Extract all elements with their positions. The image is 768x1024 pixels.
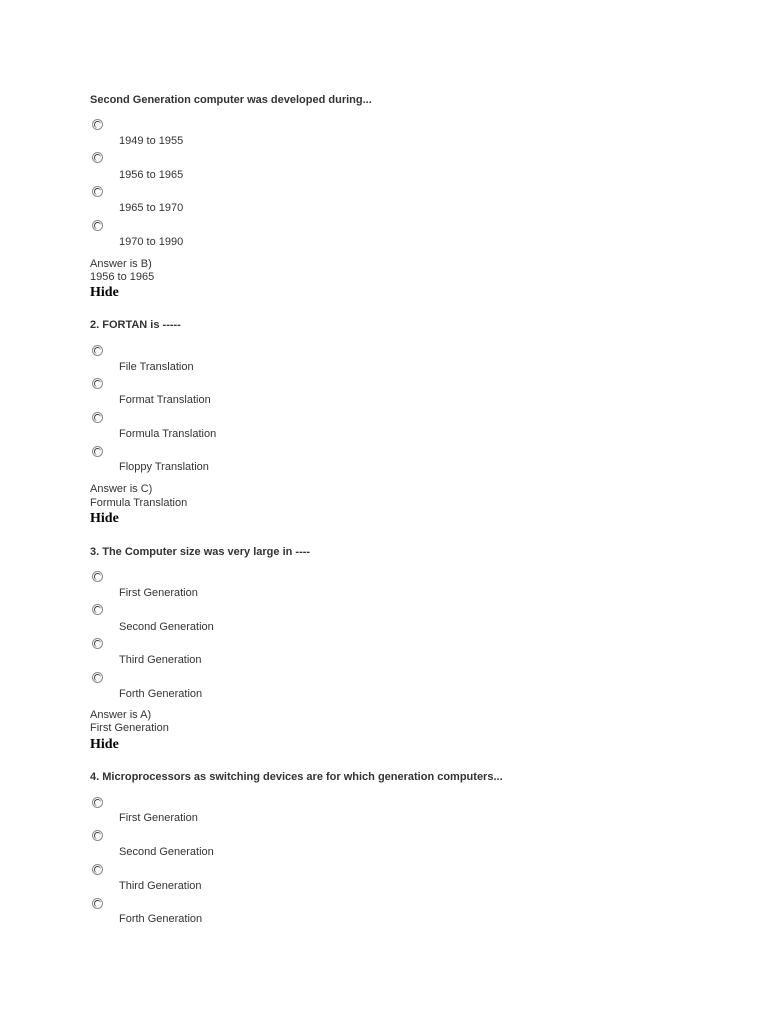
question-4-option-c-label[interactable]: Third Generation — [119, 880, 202, 892]
question-2-answer-value: Formula Translation — [90, 497, 188, 509]
question-3-option-d-label[interactable]: Forth Generation — [119, 688, 203, 700]
question-1-option-a-label[interactable]: 1949 to 1955 — [119, 135, 184, 147]
question-3-answer-text: Answer is A) — [90, 709, 152, 721]
question-2-option-a-label[interactable]: File Translation — [119, 361, 194, 373]
question-1-option-c-radio[interactable] — [92, 186, 103, 197]
question-2-title: 2. FORTAN is ----- — [90, 319, 181, 331]
question-4-option-a-label[interactable]: First Generation — [119, 812, 198, 824]
question-4-option-b-label[interactable]: Second Generation — [119, 846, 214, 858]
question-3-answer-value: First Generation — [90, 722, 169, 734]
question-1-option-c-label[interactable]: 1965 to 1970 — [119, 202, 184, 214]
question-4-option-d-label[interactable]: Forth Generation — [119, 913, 203, 925]
question-3-option-c-radio[interactable] — [92, 638, 103, 649]
question-1-option-d-label[interactable]: 1970 to 1990 — [119, 236, 184, 248]
question-1-hide-link[interactable]: Hide — [90, 285, 119, 300]
question-3-title: 3. The Computer size was very large in ---- — [90, 546, 311, 558]
question-3-option-a-radio[interactable] — [92, 571, 103, 582]
question-2-option-d-label[interactable]: Floppy Translation — [119, 461, 209, 473]
question-2-option-b-label[interactable]: Format Translation — [119, 394, 211, 406]
question-2-answer-text: Answer is C) — [90, 483, 153, 495]
question-1-title: Second Generation computer was developed during... — [90, 94, 372, 106]
question-2-option-a-radio[interactable] — [92, 345, 103, 356]
question-2-hide-link[interactable]: Hide — [90, 511, 119, 526]
question-3-hide-link[interactable]: Hide — [90, 737, 119, 752]
question-2-option-c-label[interactable]: Formula Translation — [119, 428, 217, 440]
question-4-option-d-radio[interactable] — [92, 898, 103, 909]
question-2-option-c-radio[interactable] — [92, 412, 103, 423]
question-1-option-d-radio[interactable] — [92, 220, 103, 231]
question-3-option-b-label[interactable]: Second Generation — [119, 621, 214, 633]
question-1-option-a-radio[interactable] — [92, 119, 103, 130]
question-1-option-b-label[interactable]: 1956 to 1965 — [119, 169, 184, 181]
question-3-option-a-label[interactable]: First Generation — [119, 587, 198, 599]
question-3-option-d-radio[interactable] — [92, 672, 103, 683]
question-2-option-b-radio[interactable] — [92, 378, 103, 389]
question-1-answer-value: 1956 to 1965 — [90, 271, 155, 283]
question-4-option-a-radio[interactable] — [92, 797, 103, 808]
question-4-option-c-radio[interactable] — [92, 864, 103, 875]
question-2-option-d-radio[interactable] — [92, 446, 103, 457]
question-3-option-c-label[interactable]: Third Generation — [119, 654, 202, 666]
question-4-title: 4. Microprocessors as switching devices are for which generation computers... — [90, 771, 503, 783]
question-4-option-b-radio[interactable] — [92, 830, 103, 841]
question-1-option-b-radio[interactable] — [92, 152, 103, 163]
question-1-answer-text: Answer is B) — [90, 258, 152, 270]
question-3-option-b-radio[interactable] — [92, 604, 103, 615]
